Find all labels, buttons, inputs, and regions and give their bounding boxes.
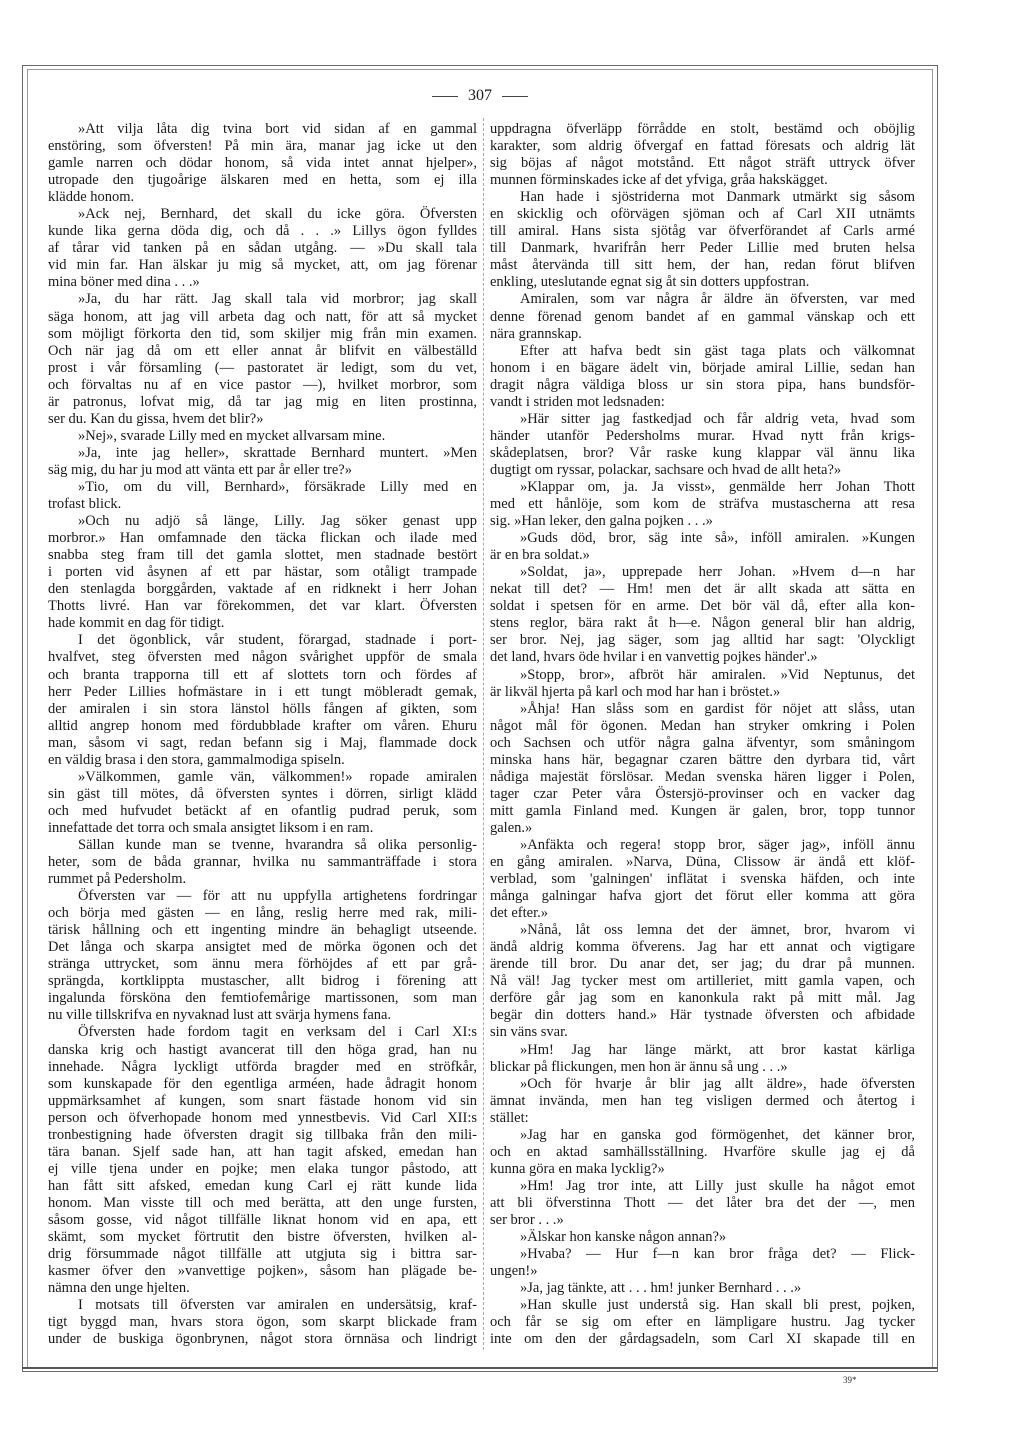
text-line: stränga uttrycket, som ännu mera förhöjdes af ett par grå- [48, 956, 477, 973]
text-line: Sällan kunde man se tvenne, hvarandra så olika personlig- [78, 836, 477, 853]
text-line: Öfversten hade fordom tagit en verksam del i Carl XI:s [78, 1024, 477, 1041]
text-line: »Ja, jag tänkte, att . . . hm! junker Bernhard . . .» [520, 1280, 802, 1297]
signature-mark: 39* [843, 1375, 857, 1385]
text-line: ärende till bror. Du anar det, ser jag; du drar på munnen. [490, 956, 915, 973]
text-line: herr Peder Lillies hofmästare in i ett tungt möbleradt gemak, [48, 683, 477, 700]
text-line: ämnat invända, men han teg visligen dermed och återtog i [490, 1092, 915, 1109]
text-line: och börja med gästen — en lång, reslig herre med rak, mili- [48, 905, 477, 922]
paragraph [490, 667, 915, 701]
text-line: den stenlagda borggården, vaktade af en ridknekt i herr Johan [48, 581, 477, 598]
text-line: »Stopp, bror», afbröt här amiralen. »Vid Neptunus, det [520, 666, 915, 683]
text-line: i porten vid åsynen af ett par hästar, som otåligt trampade [48, 564, 477, 581]
text-line: der amiralen i sin stora länstol hölls fången af gikten, som [48, 700, 477, 717]
text-line: prost i vår församling (— pastoratet är ledigt, som du vet, [48, 359, 477, 376]
text-line: en skicklig och oförvägen sjöman och af Carl XII utnämts [490, 206, 915, 223]
text-line: »Tio, om du vill, Bernhard», försäkrade Lilly med en [78, 478, 477, 495]
text-line: munnen förminskades icke af det yfviga, gråa hakskägget. [490, 172, 828, 189]
text-line: derföre går jag som en kanonkula rakt på mitt mål. Jag [490, 990, 915, 1007]
text-line: soldat i spetsen för en arme. Det bör väl då, efter alla kon- [490, 598, 915, 615]
text-line: dragit några väldiga bloss ur sin stora pipa, hans bundsför- [490, 376, 915, 393]
text-line: Nå väl! Jag tycker mest om artilleriet, mitt gamla vapen, och [490, 973, 915, 990]
text-line: morbror.» Han omfamnade den täcka flickan och ilade med [48, 530, 477, 547]
text-line: gamle narren och dödar honom, så vida intet annat hjelper», [48, 155, 477, 172]
text-line: många galningar hafva gjort det förut eller komma att göra [490, 888, 915, 905]
paragraph [48, 206, 477, 291]
text-line: till amiral. Hans sista sjötåg var öfverförandet af Carls armé [490, 223, 915, 240]
text-line: man, såsom vi sagt, redan befann sig i Maj, flammade dock [48, 734, 477, 751]
paragraph [490, 1076, 915, 1127]
text-line: vid min far. Han älskar ju mig så mycket, att, om jag förenar [48, 257, 477, 274]
paragraph [490, 1127, 915, 1178]
text-line: tronbestigning hade öfversten dragit sig tillbaka från den mili- [48, 1126, 477, 1143]
text-line: »Jag har en ganska god förmögenhet, det känner bror, [520, 1126, 915, 1143]
paragraph [48, 1024, 477, 1297]
text-line: trofast blick. [48, 496, 122, 513]
text-line: att bli öfverstinna Thott — det låter bra det der —, men [490, 1194, 915, 1211]
paragraph [490, 1280, 915, 1297]
text-line: klädde honom. [48, 189, 135, 206]
text-line: »Han skulle just understå sig. Han skall bli prest, pojken, [520, 1297, 915, 1314]
text-line: sig böjas af något motstånd. Ett något sträft uttryck öfver [490, 155, 915, 172]
paragraph [490, 1229, 915, 1246]
text-line: »Ja, du har rätt. Jag skall tala vid morbror; jag skall [78, 291, 477, 308]
text-line: nådiga majestät förslösar. Medan svenska hären ligger i Polen, [490, 768, 915, 785]
text-line: Det långa och skarpa ansigtet med de mörka ögonen och det [48, 939, 477, 956]
text-line: »Åhja! Han slåss som en gardist för nöjet att slåss, utan [520, 700, 915, 717]
text-line: skådeplatsen, bror? Vår raske kung klappar väl ännu lika [490, 444, 915, 461]
text-line: under de buskiga ögonbrynen, något stora örnnäsa och lindrigt [48, 1331, 477, 1348]
text-line: ej ville tjena under en pojke; men elaka tungor påstodo, att [48, 1160, 477, 1177]
text-line: tager czar Peter våra Östersjö-provinser och en vacker dag [490, 785, 915, 802]
text-line: innehade. Några lyckligt utförda bragder med en ströfkår, [48, 1058, 477, 1075]
text-line: nu ville tillskrifva en nyvaknad lust att svärja hymens fana. [48, 1007, 392, 1024]
paragraph [48, 121, 477, 206]
text-line: ser bror. Nej, jag säger, som jag alltid har sagt: 'Olyckligt [490, 632, 915, 649]
text-line: ändå aldrig komma öfverens. Jag har ett annat och vigtigare [490, 939, 915, 956]
text-line: hvalfvet, steg öfversten med någon svårighet uppför de smala [48, 649, 477, 666]
text-line: utropade den tjugoårige älskaren med en hetta, som ej illa [48, 172, 477, 189]
text-line: ingalunda försköna den femtiofemårige martissonen, som man [48, 990, 477, 1007]
text-line: inte om den der gårdagsadeln, som Carl XI skapade till en [490, 1331, 915, 1348]
text-line: såsom gosse, vid något tillfälle liknat honom vid en apa, ett [48, 1212, 477, 1228]
text-column-left [48, 121, 477, 1348]
text-line: kunna göra en maka lycklig?» [490, 1160, 665, 1177]
text-line: »Guds död, bror, säg inte så», inföll amiralen. »Kungen [520, 530, 915, 547]
text-line: som möjligt förkorta den tid, som skiljer mig från min examen. [48, 325, 477, 342]
text-line: sig. »Han leker, den galna pojken . . .» [490, 513, 713, 530]
text-line: måst återvända till sitt hem, der han, redan förut blifven [490, 257, 915, 274]
text-line: vandt i striden mot ledsnaden: [490, 393, 665, 410]
text-line: snabba steg fram till det gamla slottet, men stadnade bestört [48, 547, 477, 564]
page-number: 307 [468, 87, 492, 104]
text-line: är en bra soldat.» [490, 547, 590, 564]
text-line: kunde lika gerna döda dig, och då . . .» Lillys ögon fylldes [48, 223, 477, 240]
text-line: blickar på flickungen, men hon är ännu så ung . . .» [490, 1058, 788, 1075]
paragraph [48, 291, 477, 427]
text-line: »Klappar om, ja. Ja visst», genmälde herr Johan Thott [520, 478, 915, 495]
text-line: sprängda, kortklippta mustascher, allt bidrog i förening att [48, 973, 477, 990]
text-line: »Nånå, låt oss lemna det der ämnet, bror, hvarom vi [520, 922, 915, 939]
paragraph [48, 479, 477, 513]
text-line: begär din dotters hand.» Här tystnade öfversten och afbidade [490, 1007, 915, 1024]
paragraph [490, 343, 915, 411]
text-line: mina böner med dina . . .» [48, 274, 200, 291]
text-line: med ett hånlöje, som kom de sträfva mustascherna att resa [490, 496, 915, 513]
text-line: »Hvaba? — Hur f—n kan bror fråga det? — Flick- [520, 1246, 915, 1263]
text-line: som kunskapade för den egentliga arméen, hade ådragit honom [48, 1075, 477, 1092]
text-line: det efter.» [490, 905, 548, 922]
text-line: är patronus, lofvat mig, då tar jag mig en liten prostinna, [48, 393, 477, 410]
text-line: ungen!» [490, 1263, 538, 1280]
text-line: säg mig, du har ju mod att vänta ett par år eller tre?» [48, 461, 352, 478]
text-line: nämna den unge hjelten. [48, 1280, 190, 1297]
text-line: »Anfäkta och regera! stopp bror, säger jag», inföll ännu [520, 836, 915, 853]
paragraph [48, 445, 477, 479]
text-line: tigt byggd man, hvars stora ögon, som skarpt blickade fram [48, 1314, 477, 1331]
text-line: »Att vilja låta dig tvina bort vid sidan af en gammal [78, 121, 477, 137]
paragraph [490, 701, 915, 837]
text-line: nära grannskap. [490, 325, 582, 342]
text-line: säga honom, att jag vill arbeta dag och natt, för att så mycket [48, 308, 477, 325]
text-line: »Hm! Jag har länge märkt, att bror kastat kärliga [520, 1041, 915, 1058]
text-line: det land, hvars öde hvilar i en vanvettig pojkes händer'.» [490, 649, 818, 666]
text-line: tärisk hållning och ett ingenting mindre än behagligt utseende. [48, 922, 477, 939]
text-line: »Välkommen, gamle vän, välkommen!» ropade amiralen [78, 768, 477, 785]
paragraph [490, 291, 915, 342]
text-line: uppmärksamhet af kungen, som snart fästade honom vid sin [48, 1092, 477, 1109]
header-dash-right [502, 96, 528, 97]
text-line: tära banan. Sjelf sade han, att han tagit afsked, emedan han [48, 1143, 477, 1160]
text-line: »Älskar hon kanske någon annan?» [520, 1229, 727, 1246]
text-line: skämt, som mycket förtrutit den bistre öfversten, hvilken al- [48, 1229, 477, 1246]
text-line: stället: [490, 1109, 529, 1126]
paragraph [490, 189, 915, 291]
text-line: rummet på Pedersholm. [48, 871, 187, 888]
text-line: och branta trapporna till ett af slottets torn och fördes af [48, 666, 477, 683]
text-line: »Soldat, ja», upprepade herr Johan. »Hvem d—n har [520, 564, 915, 581]
page-header [380, 86, 580, 106]
text-line: och Sachsen och utför några galna äfventyr, som småningom [490, 734, 915, 751]
text-line: heter, som de båda grannar, hvilka nu sammanträffade i stora [48, 854, 477, 871]
paragraph [490, 411, 915, 479]
text-line: och med hufvudet betäckt af en ofantlig pudrad peruk, som [48, 802, 477, 819]
text-line: Öfversten var — för att nu uppfylla artighetens fordringar [78, 888, 477, 905]
text-line: något mål för ögonen. Medan han stryker omkring i Polen [490, 717, 915, 734]
text-line: enkling, uteslutande egnat sig åt sin dotters uppfostran. [490, 274, 810, 291]
text-line: han fått sitt afsked, emedan kung Carl ej rätt kunde lida [48, 1177, 477, 1194]
paragraph [490, 1042, 915, 1076]
text-line: Och när jag då om ett eller annat år blifvit en välbeställd [48, 342, 477, 359]
text-line: drig försummade något tillfälle att utgjuta sig i bittra sar- [48, 1246, 477, 1263]
text-line: händer utanför Pedersholms murar. Hvad nytt från krigs- [490, 427, 915, 444]
text-line: alltid angrep honom med fördubblade krafter om våren. Ehuru [48, 717, 477, 734]
text-line: stens reglor, bära rakt åt h—e. Någon general blir han aldrig, [490, 615, 915, 632]
paragraph [48, 632, 477, 768]
text-line: kasmer öfver den »vanvettige pojken», såsom han plägade be- [48, 1263, 477, 1280]
text-line: och en aktad samhällsställning. Hvarföre skulle jag ej då [490, 1143, 915, 1160]
bottom-rule [22, 1367, 937, 1369]
text-line: enstöring, som öfversten! På min ära, manar jag icke ut den [48, 138, 477, 155]
text-line: minska hans här, begagnar czaren bättre den dyrbara tid, vårt [490, 751, 915, 768]
text-line: sin väns svar. [490, 1024, 568, 1041]
text-line: danska krig och hastigt avancerat till den höga grad, han nu [48, 1041, 477, 1058]
text-line: mitt gamla Finland med. Kungen är galen, bror, topp tunnor [490, 802, 915, 819]
text-line: honom. Man visste till och med berätta, att den unge fursten, [48, 1194, 477, 1211]
text-line: och får se sig om efter en lämpligare hustru. Jag tycker [490, 1314, 915, 1331]
paragraph [490, 564, 915, 666]
text-line: I motsats till öfversten var amiralen en undersätsig, kraf- [78, 1297, 477, 1314]
text-line: person och öfverhopade honom med ynnestbevis. Vid Carl XII:s [48, 1109, 477, 1126]
paragraph [48, 837, 477, 888]
text-line: Thotts livré. Han var förekommen, det var klart. Öfversten [48, 598, 477, 615]
text-line: denne förenad genom bandet af en gammal vänskap och ett [490, 308, 915, 325]
paragraph [490, 922, 915, 1041]
text-line: en gång amiralen. »Narva, Düna, Clissow är ändå ett klöf- [490, 854, 915, 871]
text-line: »Hm! Jag tror inte, att Lilly just skulle ha något emot [520, 1177, 915, 1194]
paragraph [490, 1297, 915, 1348]
text-line: »Och för hvarje år blir jag allt äldre», hade öfversten [520, 1075, 915, 1092]
text-line: galen.» [490, 819, 533, 836]
text-line: dugtigt om ryssar, polackar, sachsare och hvad de allt heta?» [490, 461, 842, 478]
text-line: I det ögonblick, vår student, förargad, stadnade i port- [78, 632, 477, 649]
text-line: och förvaltas nu af en vice pastor —), hvilket morbror, som [48, 376, 477, 393]
text-line: ser du. Kan du gissa, hvem det blir?» [48, 410, 264, 427]
text-line: hade kommit en dag för tidigt. [48, 615, 225, 632]
paragraph [48, 428, 477, 445]
paragraph [48, 769, 477, 837]
text-line: Amiralen, som var några år äldre än öfversten, var med [520, 291, 915, 308]
paragraph [490, 530, 915, 564]
text-line: innefattade det torra och smala ansigtet liksom i en ram. [48, 819, 374, 836]
text-column-right [490, 121, 915, 1348]
text-line: Han hade i sjöstriderna mot Danmark utmärkt sig såsom [520, 189, 915, 206]
text-line: »Här sitter jag fastkedjad och får aldrig veta, hvad som [520, 410, 915, 427]
text-line: »Och nu adjö så länge, Lilly. Jag söker genast upp [78, 513, 477, 530]
text-line: verblad, som 'galningen' inflätat i svenska häfden, och inte [490, 871, 915, 888]
paragraph [48, 1297, 477, 1348]
text-line: sin gäst till mötes, då öfversten syntes i dörren, sirligt klädd [48, 785, 477, 802]
column-divider [483, 118, 484, 1350]
text-line: är likväl hjerta på karl och mod har han i bröstet.» [490, 683, 781, 700]
text-line: en väldig brasa i den stora, gammalmodiga spiseln. [48, 751, 345, 768]
paragraph [490, 837, 915, 922]
text-line: nekat till det? — Hm! men det är allt skada att sätta en [490, 581, 915, 598]
text-line: »Ack nej, Bernhard, det skall du icke göra. Öfversten [78, 206, 477, 223]
text-line: Efter att hafva bedt sin gäst taga plats och välkomnat [520, 342, 915, 359]
paragraph [490, 1246, 915, 1280]
paragraph [48, 513, 477, 632]
text-line: honom i en bägare ädelt vin, började amiral Lillie, sedan han [490, 359, 915, 376]
text-line: karakter, som aldrig öfvergaf en fattad föresats och aldrig lät [490, 138, 915, 155]
paragraph [48, 888, 477, 1024]
paragraph [490, 479, 915, 530]
text-line: »Ja, inte jag heller», skrattade Bernhard muntert. »Men [78, 444, 477, 461]
text-line: af tårar vid tanken på en sådan utgång. — »Du skall tala [48, 240, 477, 257]
text-line: ser bror . . .» [490, 1212, 564, 1228]
header-dash-left [432, 96, 458, 97]
text-line: uppdragna öfverläpp förrådde en stolt, bestämd och oböjlig [490, 121, 915, 137]
paragraph [490, 1178, 915, 1229]
paragraph [490, 121, 915, 189]
text-line: till Danmark, hvarifrån herr Peder Lillie med bruten helsa [490, 240, 915, 257]
text-line: »Nej», svarade Lilly med en mycket allvarsam mine. [78, 427, 386, 444]
